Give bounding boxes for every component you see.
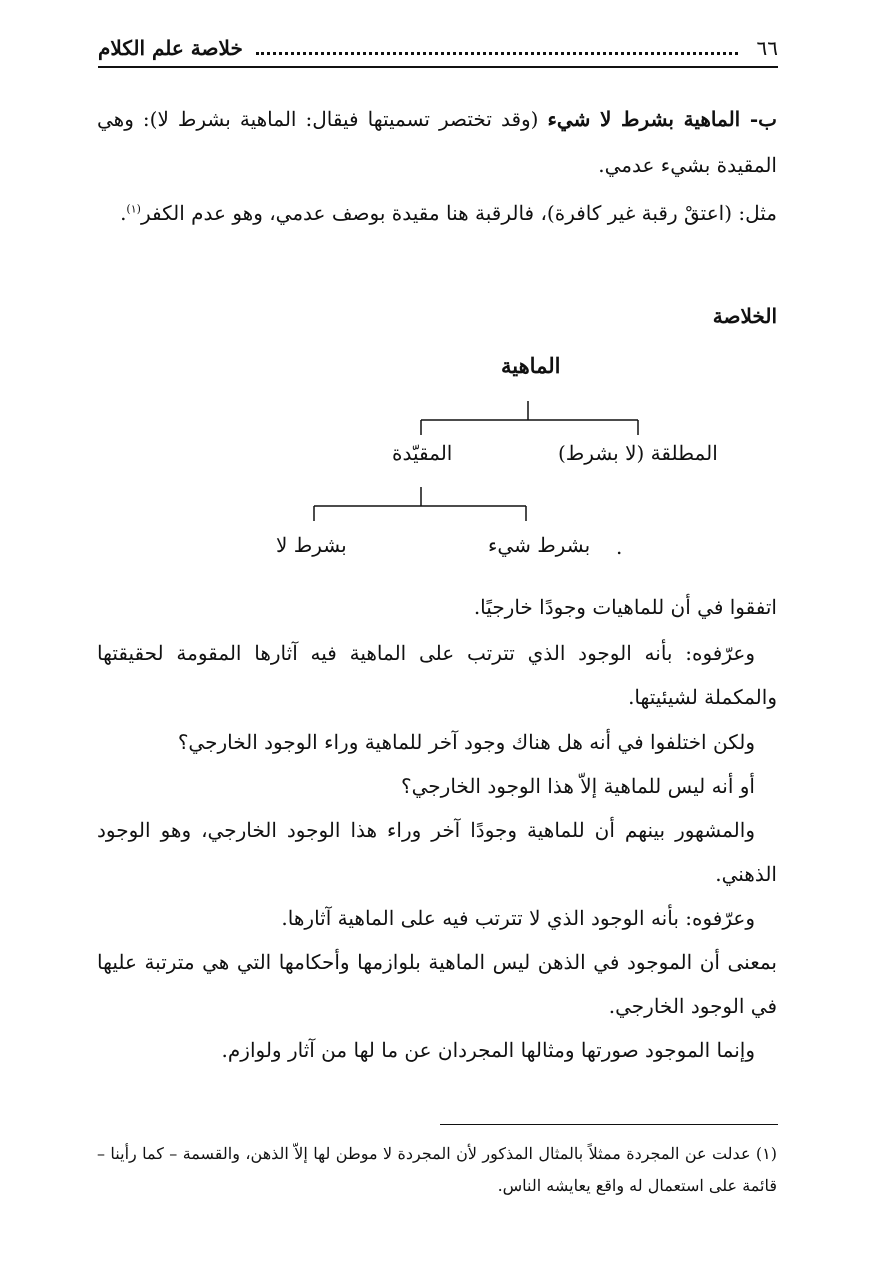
summary-heading: الخلاصة	[712, 304, 777, 328]
intro-example	[117, 190, 777, 236]
node-cond-not: بشرط لا	[276, 533, 347, 557]
item-text: (وقد تختصر تسميتها فيقال: الماهية بشرط لا): وهي المقيدة بشيء عدمي.	[97, 107, 777, 177]
footnote: (١) عدلت عن المجردة ممثلاً بالمثال المذكور لأن المجردة لا موطن لها إلاّ الذهن، والقسمة – كما رأينا – قائمة على استعمال له واقع يعايشه الناس.	[97, 1144, 778, 1195]
footnote-ref: (١)	[126, 202, 141, 216]
header-rule	[98, 66, 778, 68]
body-paragraph: ولكن اختلفوا في أنه هل هناك وجود آخر للماهية وراء الوجود الخارجي؟	[177, 730, 755, 754]
item-label: ب- الماهية بشرط لا شيء	[547, 107, 777, 131]
page-header	[98, 34, 778, 68]
classification-tree	[230, 345, 760, 575]
example-text: مثل: (اعتقْ رقبة غير كافرة)، فالرقبة هنا مقيدة بوصف عدمي، وهو عدم الكفر	[140, 201, 777, 225]
body-paragraph: اتفقوا في أن للماهيات وجودًا خارجيًا.	[473, 595, 777, 619]
node-absolute: المطلقة (لا بشرط)	[558, 441, 718, 465]
footnote-rule	[440, 1124, 778, 1125]
body-paragraph: أو أنه ليس للماهية إلاّ هذا الوجود الخارجي؟	[401, 774, 755, 798]
node-root: الماهية	[501, 353, 561, 378]
node-cond-something: بشرط شيء	[488, 533, 591, 557]
body-paragraph: وعرّفوه: بأنه الوجود الذي تترتب على الماهية فيه آثارها المقومة لحقيقتها والمكملة لشيئيتها.	[97, 641, 777, 709]
body-paragraph: وعرّفوه: بأنه الوجود الذي لا تترتب فيه على الماهية آثارها.	[281, 906, 755, 930]
page-number: ٦٦	[756, 36, 778, 60]
body-paragraph: والمشهور بينهم أن للماهية وجودًا آخر وراء هذا الوجود الخارجي، وهو الوجود الذهني.	[97, 818, 777, 886]
example-end: .	[120, 201, 127, 225]
intro-item	[97, 96, 777, 188]
body-paragraph: بمعنى أن الموجود في الذهن ليس الماهية بلوازمها وأحكامها التي هي مترتبة عليها في الوجود الخارجي.	[97, 950, 777, 1018]
stray-dot: .	[616, 535, 623, 559]
body-paragraph: وإنما الموجود صورتها ومثالها المجردان عن ما لها من آثار ولوازم.	[221, 1038, 755, 1062]
node-restricted: المقيّدة	[392, 441, 453, 465]
book-title: خلاصة علم الكلام	[98, 36, 243, 60]
header-leader-dots	[256, 52, 738, 55]
